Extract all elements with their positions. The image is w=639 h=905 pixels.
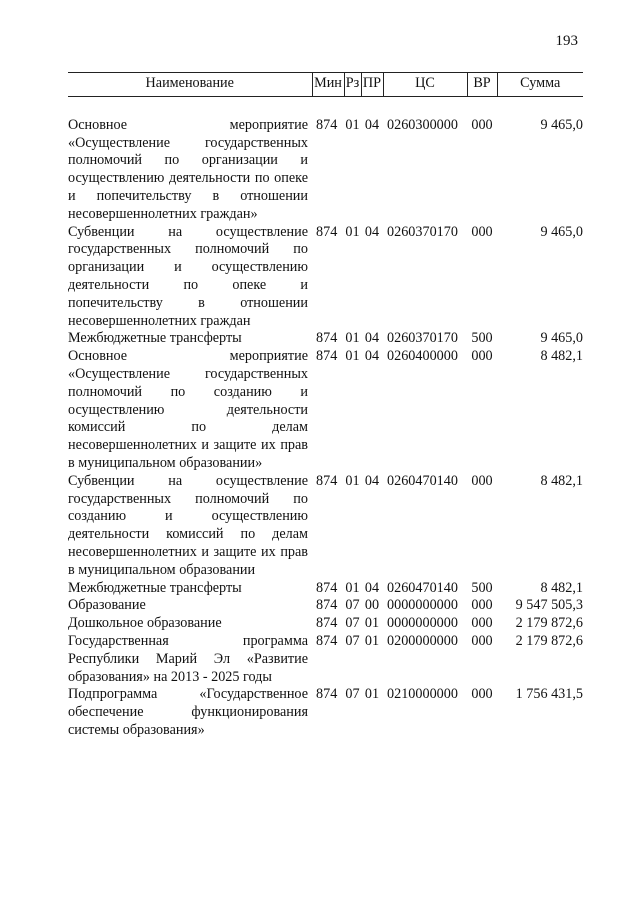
row-pr: 04 xyxy=(364,348,380,365)
row-min: 874 xyxy=(316,615,338,632)
row-min: 874 xyxy=(316,579,338,596)
row-vr: 500 xyxy=(471,330,493,347)
header-name: Наименование xyxy=(68,73,312,97)
row-sum: 9 465,0 xyxy=(540,116,583,133)
row-vr: 000 xyxy=(471,223,493,240)
table-row xyxy=(68,580,583,598)
row-pr: 04 xyxy=(364,116,380,133)
row-sum: 8 482,1 xyxy=(540,472,583,489)
table-row xyxy=(68,686,583,739)
row-sum: 1 756 431,5 xyxy=(515,686,583,703)
table-row xyxy=(68,473,583,580)
row-cs: 0210000000 xyxy=(387,686,458,703)
table-row xyxy=(68,633,583,686)
row-sum: 9 465,0 xyxy=(540,223,583,240)
row-rz: 01 xyxy=(345,348,360,365)
row-cs: 0200000000 xyxy=(387,632,458,649)
row-pr: 04 xyxy=(364,223,380,240)
row-cs: 0260300000 xyxy=(387,116,458,133)
row-name: Субвенции на осуществление государственных полномочий по созданию и осуществлению деятельности комиссий по делам несовершеннолетних и защите их прав в муниципальном образовании xyxy=(68,472,308,578)
row-min: 874 xyxy=(316,330,338,347)
row-name: Межбюджетные трансферты xyxy=(68,579,242,596)
row-cs: 0260370170 xyxy=(387,223,458,240)
row-sum: 8 482,1 xyxy=(540,348,583,365)
row-name: Подпрограмма «Государственное обеспечение функционирования системы образования» xyxy=(68,686,308,738)
row-vr: 000 xyxy=(471,348,493,365)
row-vr: 000 xyxy=(471,597,493,614)
row-rz: 07 xyxy=(345,597,360,614)
table-header xyxy=(68,73,583,97)
row-vr: 000 xyxy=(471,472,493,489)
row-name: Дошкольное образование xyxy=(68,615,222,632)
row-cs: 0260400000 xyxy=(387,348,458,365)
row-rz: 01 xyxy=(345,116,360,133)
row-rz: 07 xyxy=(345,632,360,649)
header-vr: ВР xyxy=(467,73,497,97)
row-rz: 01 xyxy=(345,579,360,596)
row-rz: 01 xyxy=(345,223,360,240)
row-rz: 07 xyxy=(345,686,360,703)
header-sum: Сумма xyxy=(497,73,583,97)
row-sum: 9 465,0 xyxy=(540,330,583,347)
row-cs: 0260470140 xyxy=(387,579,458,596)
row-cs: 0000000000 xyxy=(387,615,458,632)
row-cs: 0260370170 xyxy=(387,330,458,347)
row-name: Государственная программа Республики Марий Эл «Развитие образования» на 2013 - 2025 годы xyxy=(68,632,308,685)
row-sum: 8 482,1 xyxy=(540,579,583,596)
table-row xyxy=(68,330,583,348)
row-pr: 04 xyxy=(364,330,380,347)
row-name: Образование xyxy=(68,597,146,614)
row-min: 874 xyxy=(316,116,338,133)
row-rz: 01 xyxy=(345,330,360,347)
row-min: 874 xyxy=(316,686,338,703)
table-row xyxy=(68,615,583,633)
row-min: 874 xyxy=(316,632,338,649)
row-pr: 04 xyxy=(364,472,380,489)
table-row xyxy=(68,348,583,473)
row-name: Межбюджетные трансферты xyxy=(68,330,242,347)
row-name: Основное мероприятие «Осуществление государственных полномочий по созданию и осуществлению деятельности комиссий по делам несовершеннолетних и защите их прав в муниципальном образовании» xyxy=(68,348,308,471)
row-sum: 2 179 872,6 xyxy=(515,615,583,632)
row-vr: 500 xyxy=(471,579,493,596)
page-number: 193 xyxy=(555,33,578,49)
row-sum: 9 547 505,3 xyxy=(515,597,583,614)
header-pr: ПР xyxy=(361,73,383,97)
row-vr: 000 xyxy=(471,615,493,632)
row-min: 874 xyxy=(316,472,338,489)
row-cs: 0260470140 xyxy=(387,472,458,489)
row-pr: 01 xyxy=(364,686,380,703)
row-rz: 01 xyxy=(345,472,360,489)
header-min: Мин xyxy=(312,73,344,97)
row-min: 874 xyxy=(316,348,338,365)
row-name: Субвенции на осуществление государственных полномочий по организации и осуществлению деятельности по опеке и попечительству в отношении несовершеннолетних граждан xyxy=(68,223,308,329)
row-cs: 0000000000 xyxy=(387,597,458,614)
table-row xyxy=(68,224,583,331)
header-cs: ЦС xyxy=(383,73,467,97)
row-sum: 2 179 872,6 xyxy=(515,632,583,649)
row-min: 874 xyxy=(316,223,338,240)
row-pr: 01 xyxy=(364,632,380,649)
budget-table xyxy=(68,72,583,740)
header-rz: Рз xyxy=(344,73,361,97)
table-row xyxy=(68,117,583,224)
row-pr: 04 xyxy=(364,579,380,596)
row-pr: 01 xyxy=(364,615,380,632)
row-name: Основное мероприятие «Осуществление государственных полномочий по организации и осуществлению деятельности по опеке и попечительству в отношении несовершеннолетних граждан» xyxy=(68,116,308,222)
row-vr: 000 xyxy=(471,686,493,703)
row-vr: 000 xyxy=(471,116,493,133)
row-rz: 07 xyxy=(345,615,360,632)
row-vr: 000 xyxy=(471,632,493,649)
table-body xyxy=(68,96,583,739)
table-row xyxy=(68,597,583,615)
row-min: 874 xyxy=(316,597,338,614)
row-pr: 00 xyxy=(364,597,380,614)
